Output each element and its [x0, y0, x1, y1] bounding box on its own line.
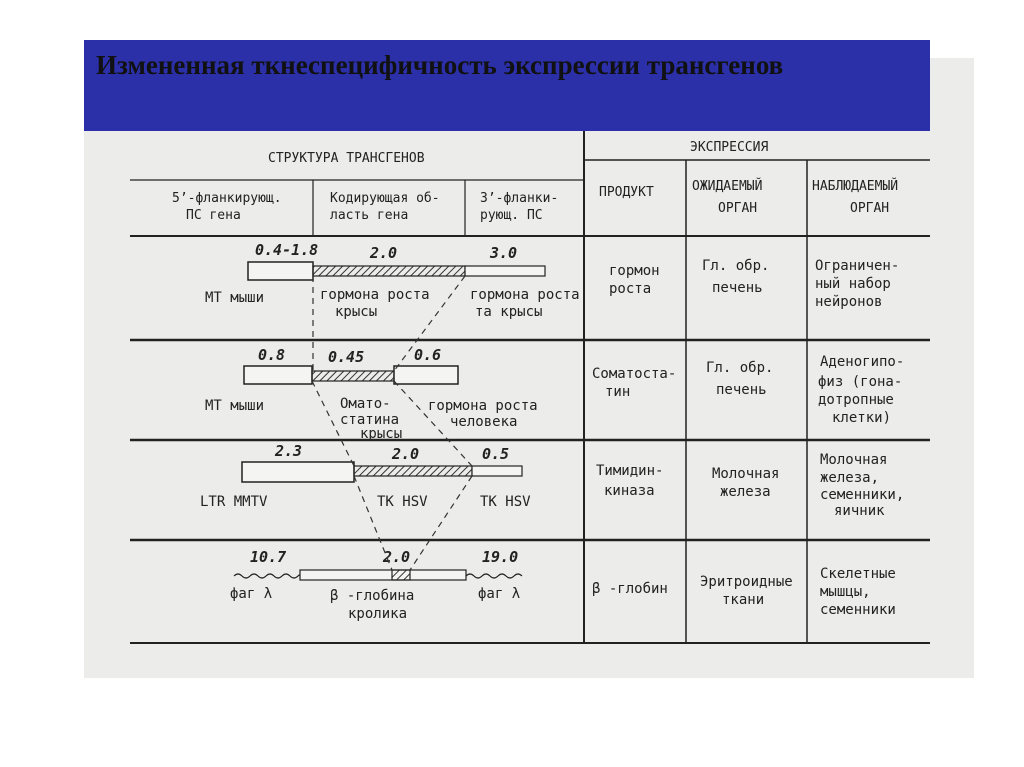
- row-1-expected-line2: печень: [712, 280, 763, 296]
- row-4-observed-line1: Скелетные: [820, 566, 896, 582]
- row-1-flank5-box: [248, 262, 313, 280]
- row-1-label-2: гормона роста: [320, 287, 430, 303]
- row-4-num-2: 2.0: [383, 548, 411, 566]
- row-4-label-2: β -глобина: [330, 588, 415, 604]
- row-4-observed-line3: семенники: [820, 602, 896, 618]
- row-1-label-4: гормона роста: [470, 287, 580, 303]
- row-1-label-5: та крысы: [475, 304, 543, 320]
- row-1-expression: [609, 258, 899, 310]
- row-1-flank3-box: [465, 266, 545, 276]
- row-3-product-line2: киназа: [604, 483, 655, 499]
- row-2-construct: [205, 346, 538, 442]
- row-4-label-3: кролика: [348, 606, 408, 622]
- header-structure: СТРУКТУРА ТРАНСГЕНОВ: [268, 151, 425, 166]
- row-1-construct: [205, 241, 580, 320]
- row-3-coding-box: [354, 466, 472, 476]
- header-flank5-line2: ПС гена: [186, 208, 241, 223]
- row-2-expected-line2: печень: [716, 382, 767, 398]
- row-4-construct: [230, 548, 522, 622]
- row-2-num-1: 0.8: [258, 346, 286, 364]
- header-product: ПРОДУКТ: [599, 185, 654, 200]
- row-1-num-1: 0.4-1.8: [255, 241, 319, 259]
- row-3-label-3: TK HSV: [480, 494, 531, 510]
- row-4-coding-box: [392, 570, 410, 580]
- row-2-num-3: 0.6: [414, 346, 442, 364]
- row-4-expected-line1: Эритроидные: [700, 574, 793, 590]
- row-4-observed-line2: мышцы,: [820, 584, 871, 600]
- row-1-product-line2: роста: [609, 281, 652, 297]
- row-2-label-2: Омато-: [340, 396, 391, 412]
- row-2-label-5: гормона роста: [428, 398, 538, 414]
- row-2-flank5-box: [244, 366, 312, 384]
- row-4-wavy-right: [466, 574, 522, 578]
- row-2-observed-line4: клетки): [832, 410, 892, 426]
- row-2-label-4: крысы: [360, 426, 403, 442]
- row-3-num-2: 2.0: [392, 445, 420, 463]
- row-4-label-1: фаг λ: [230, 586, 273, 602]
- row-2-observed-line1: Аденогипо-: [820, 354, 905, 370]
- header-flank3-line1: 3’-фланки-: [480, 191, 559, 206]
- slide-title: Измененная ткнеспецифичность экспрессии трансгенов: [96, 50, 784, 80]
- row-3-observed-line2: железа,: [820, 470, 880, 486]
- row-4-wavy-left: [234, 574, 306, 578]
- row-1-num-3: 3.0: [490, 244, 518, 262]
- row-2-observed-line2: физ (гона-: [818, 374, 903, 390]
- row-3-observed-line4: яичник: [834, 503, 885, 519]
- row-1-observed-line3: нейронов: [815, 294, 883, 310]
- row-1-label-3: крысы: [335, 304, 378, 320]
- header-flank5-line1: 5’-фланкирующ.: [172, 191, 282, 206]
- row-3-observed-line1: Молочная: [820, 452, 888, 468]
- row-2-num-2: 0.45: [328, 348, 365, 366]
- row-3-num-3: 0.5: [482, 445, 510, 463]
- row-3-observed-line3: семенники,: [820, 487, 905, 503]
- row-2-label-3: статина: [340, 412, 400, 428]
- row-3-label-1: LTR MMTV: [200, 494, 268, 510]
- row-4-expression: [592, 566, 896, 618]
- row-4-label-4: фаг λ: [478, 586, 521, 602]
- row-3-flank3-box: [472, 466, 522, 476]
- row-3-num-1: 2.3: [275, 442, 303, 460]
- row-4-num-1: 10.7: [250, 548, 287, 566]
- row-1-observed-line1: Ограничен-: [815, 258, 900, 274]
- row-4-construct-box: [300, 570, 466, 580]
- row-1-observed-line2: ный набор: [815, 276, 891, 292]
- row-2-label-6: человека: [450, 414, 518, 430]
- row-3-expression: [596, 452, 904, 519]
- row-2-product-line1: Соматоста-: [592, 366, 677, 382]
- row-3-label-2: TK HSV: [377, 494, 428, 510]
- header-observed-line1: НАБЛЮДАЕМЫЙ: [812, 179, 899, 194]
- row-2-flank3-box: [394, 366, 458, 384]
- row-2-expected-line1: Гл. обр.: [706, 360, 774, 376]
- row-3-product-line1: Тимидин-: [596, 463, 664, 479]
- row-3-expected-line2: железа: [720, 484, 771, 500]
- header-flank3-line2: рующ. ПС: [480, 208, 543, 223]
- header-observed-line2: ОРГАН: [850, 201, 890, 216]
- row-1-expected-line1: Гл. обр.: [702, 258, 770, 274]
- row-2-coding-box: [312, 371, 394, 381]
- row-4-product: β -глобин: [592, 581, 668, 597]
- row-1-coding-box: [313, 266, 465, 276]
- row-3-construct: [200, 442, 531, 510]
- row-4-num-3: 19.0: [482, 548, 519, 566]
- header-expression: ЭКСПРЕССИЯ: [690, 140, 769, 155]
- row-2-observed-line3: дотропные: [818, 392, 894, 408]
- row-1-num-2: 2.0: [370, 244, 398, 262]
- row-3-flank5-box: [242, 462, 354, 482]
- header-expected-line2: ОРГАН: [718, 201, 758, 216]
- row-2-label-1: МТ мыши: [205, 398, 265, 414]
- row-1-label-1: МТ мыши: [205, 290, 265, 306]
- row-2-product-line2: тин: [605, 384, 631, 400]
- header-coding-line2: ласть гена: [330, 208, 409, 223]
- header-coding-line1: Кодирующая об-: [330, 191, 440, 206]
- row-4-expected-line2: ткани: [722, 592, 765, 608]
- row-1-product-line1: гормон: [609, 263, 660, 279]
- header-expected-line1: ОЖИДАЕМЫЙ: [692, 179, 763, 194]
- row-3-expected-line1: Молочная: [712, 466, 780, 482]
- row-2-expression: [592, 354, 904, 426]
